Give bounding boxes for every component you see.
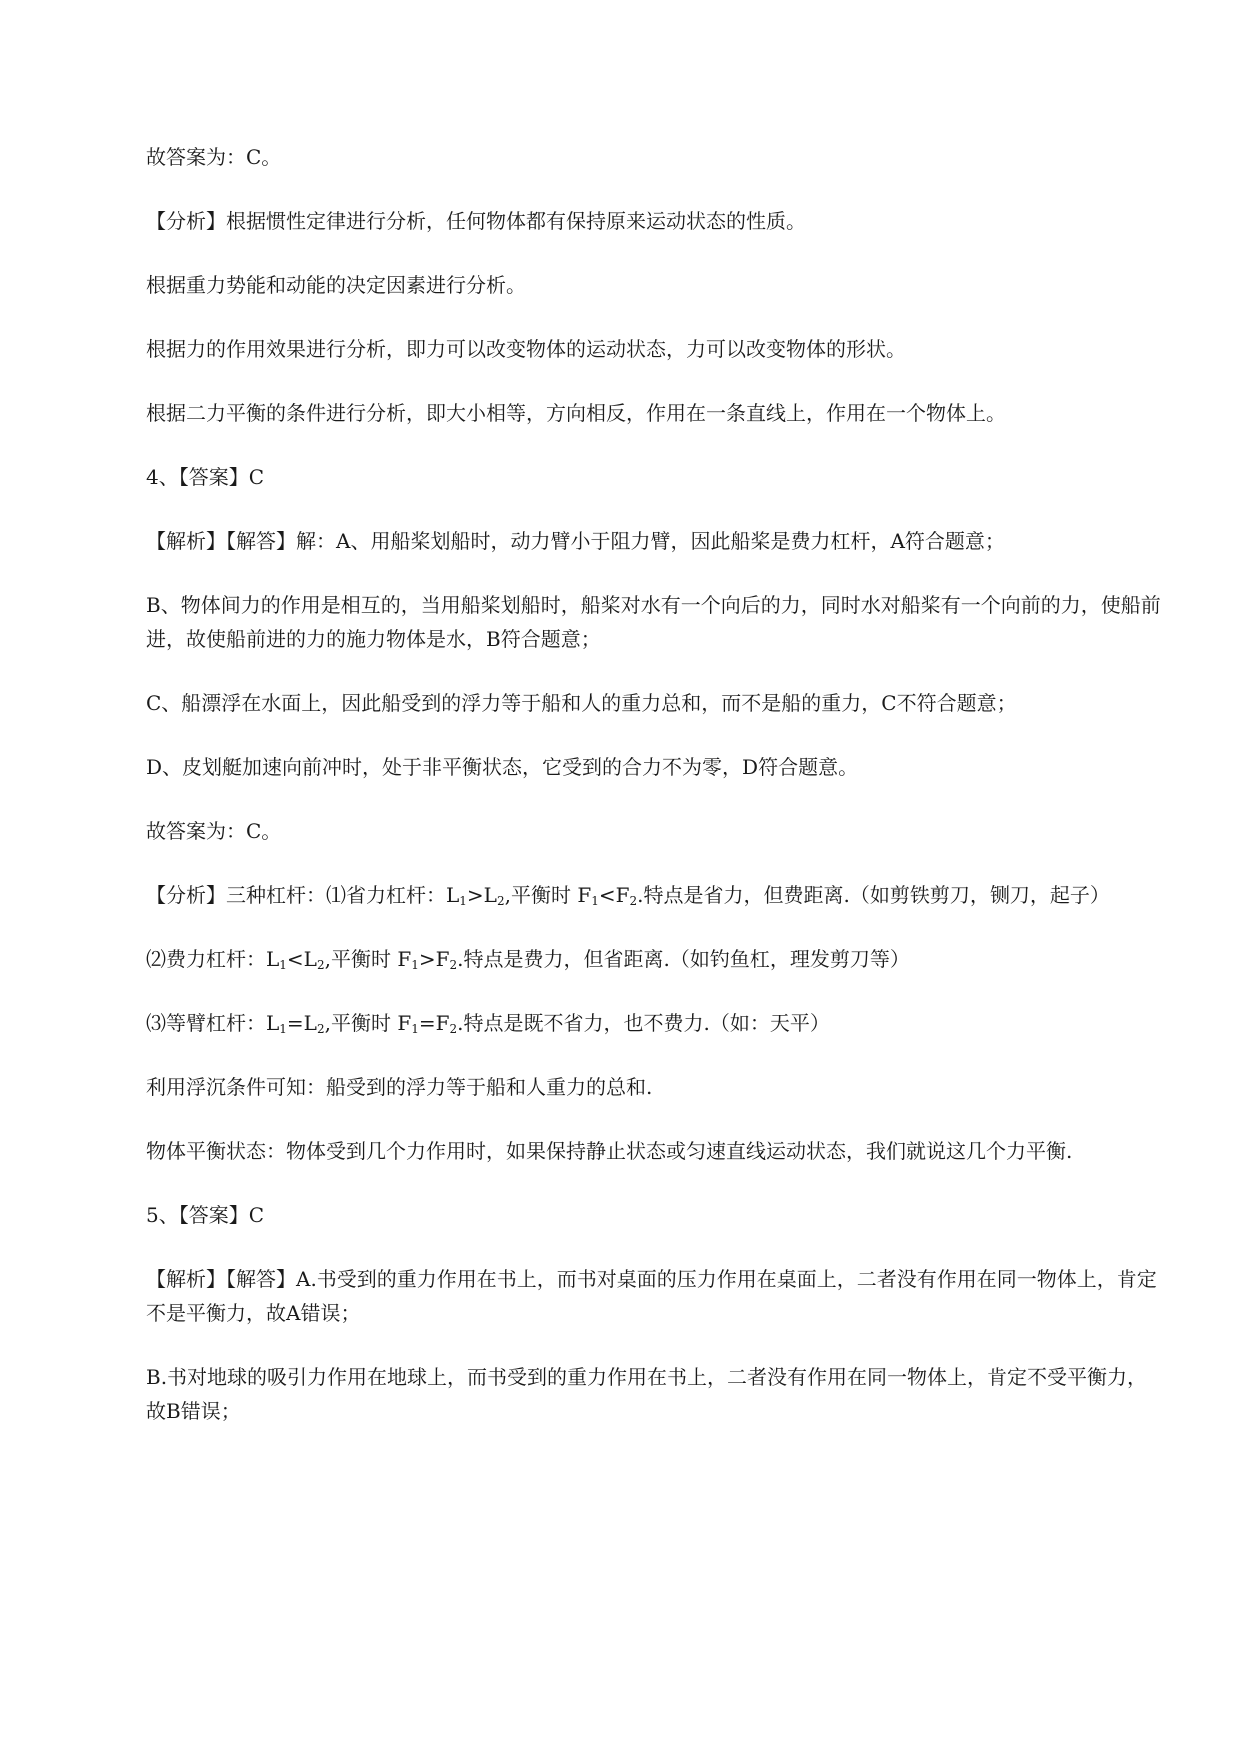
paragraph: 利用浮沉条件可知：船受到的浮力等于船和人重力的总和. <box>146 1075 653 1099</box>
answer-heading: 5、【答案】C <box>146 1203 265 1227</box>
lever-analysis-line-3: ⑶等臂杠杆：$L_1=L_2$,平衡时 $F_1=F_2$.特点是既不省力，也不费力.（如：天平） <box>146 1011 830 1036</box>
paragraph: C、船漂浮在水面上，因此船受到的浮力等于船和人的重力总和，而不是船的重力，C不符合题意； <box>146 691 1017 715</box>
paragraph: 物体平衡状态：物体受到几个力作用时，如果保持静止状态或匀速直线运动状态，我们就说这几个力平衡. <box>146 1139 1073 1163</box>
paragraph: D、皮划艇加速向前冲时，处于非平衡状态，它受到的合力不为零，D符合题意。 <box>146 755 859 779</box>
paragraph: B.书对地球的吸引力作用在地球上，而书受到的重力作用在书上，二者没有作用在同一物体上，肯定不受平衡力，故B错误； <box>146 1365 1148 1423</box>
paragraph: 【分析】根据惯性定律进行分析，任何物体都有保持原来运动状态的性质。 <box>146 209 806 233</box>
paragraph: 根据力的作用效果进行分析，即力可以改变物体的运动状态，力可以改变物体的形状。 <box>146 337 906 361</box>
paragraph: 根据重力势能和动能的决定因素进行分析。 <box>146 273 526 297</box>
paragraph: 【解析】【解答】解：A、用船桨划船时，动力臂小于阻力臂，因此船桨是费力杠杆，A符合题意； <box>146 529 1005 553</box>
lever-analysis-line-2: ⑵费力杠杆：$L_1<L_2$,平衡时 $F_1>F_2$.特点是费力，但省距离.（如钓鱼杠，理发剪刀等） <box>146 947 910 972</box>
document-page <box>146 140 1164 1458</box>
paragraph: 【解析】【解答】A.书受到的重力作用在书上，而书对桌面的压力作用在桌面上，二者没有作用在同一物体上，肯定不是平衡力，故A错误； <box>146 1267 1157 1325</box>
paragraph: 故答案为：C。 <box>146 145 282 169</box>
paragraph: 故答案为：C。 <box>146 819 282 843</box>
answer-heading: 4、【答案】C <box>146 465 265 489</box>
paragraph: B、物体间力的作用是相互的，当用船桨划船时，船桨对水有一个向后的力，同时水对船桨有一个向前的力，使船前进，故使船前进的力的施力物体是水，B符合题意； <box>146 593 1161 651</box>
paragraph: 根据二力平衡的条件进行分析，即大小相等，方向相反，作用在一条直线上，作用在一个物体上。 <box>146 401 1006 425</box>
lever-analysis-line-1: 【分析】三种杠杆：⑴省力杠杆：$L_1>L_2$,平衡时 $F_1<F_2$.特点是省力，但费距离.（如剪铁剪刀，铡刀，起子） <box>146 883 1110 908</box>
